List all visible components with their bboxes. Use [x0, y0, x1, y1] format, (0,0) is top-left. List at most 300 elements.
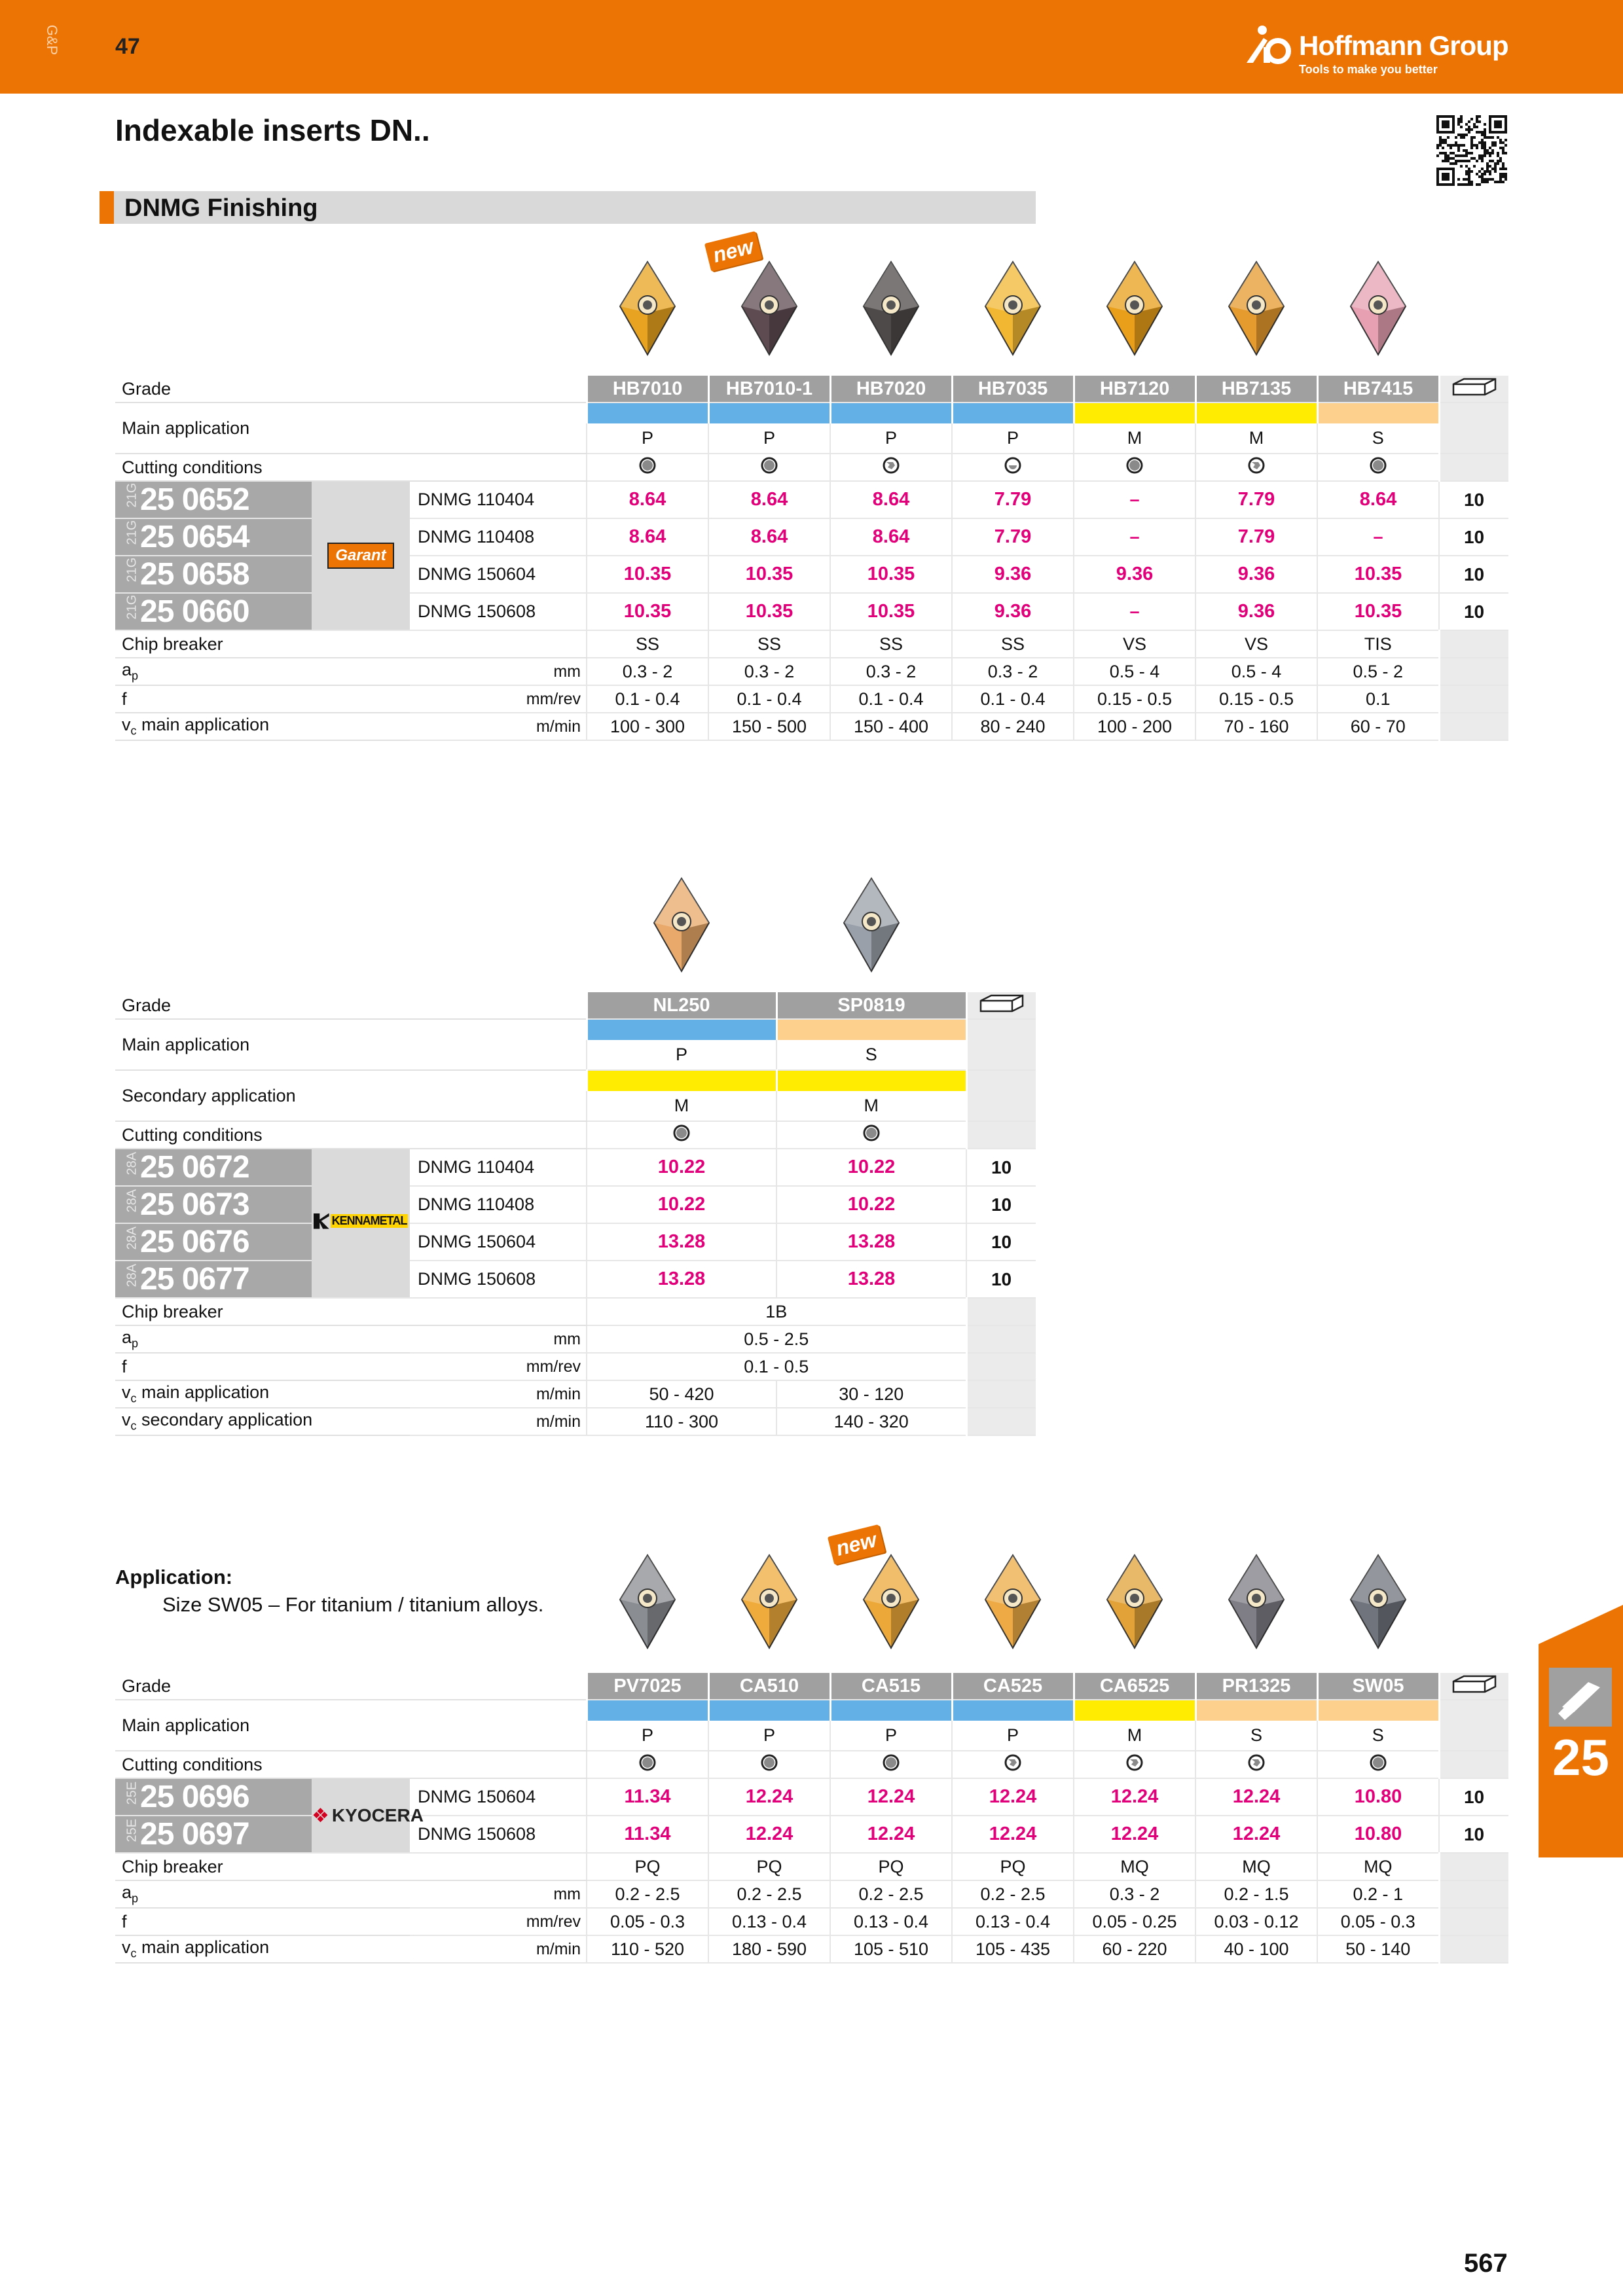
main-application-value: P: [587, 423, 708, 454]
f-value: 0.13 - 0.4: [830, 1908, 952, 1935]
application-color-stripe: [587, 403, 708, 423]
interrupted-cut-icon: [1004, 1753, 1022, 1772]
new-badge-2: new: [828, 1524, 885, 1565]
vc-unit: m/min: [410, 713, 587, 740]
new-badge: new: [704, 231, 762, 272]
insert-image-icon: [1347, 259, 1410, 357]
ap-value: 0.5 - 2: [1317, 658, 1439, 685]
price-cell[interactable]: 10.35: [708, 556, 830, 593]
package-blank: [1439, 1700, 1508, 1751]
article-number[interactable]: 25E25 0696: [115, 1778, 312, 1816]
chip-breaker-value: PQ: [587, 1853, 708, 1880]
grade-ca525: CA525: [952, 1673, 1074, 1700]
page-number: 567: [1464, 2249, 1508, 2278]
cutting-condition-cell: [1317, 1751, 1439, 1778]
package-quantity: 10: [966, 1223, 1036, 1261]
f-value: 0.1 - 0.4: [587, 685, 708, 713]
vc-unit: m/min: [410, 1408, 587, 1435]
main-application-row: [115, 403, 1508, 423]
f-value: 0.05 - 0.3: [587, 1908, 708, 1935]
package-blank: [966, 1070, 1036, 1121]
brand-tagline: Tools to make you better: [1299, 63, 1438, 76]
article-designation: DNMG 110404: [410, 481, 587, 518]
vc-unit: m/min: [410, 1380, 587, 1408]
f-value: 0.1 - 0.5: [587, 1353, 966, 1380]
cutting-condition-cell: [1074, 1751, 1195, 1778]
grade-ca6525: CA6525: [1074, 1673, 1195, 1700]
f-value: 0.15 - 0.5: [1195, 685, 1317, 713]
package-box-icon: [1451, 1674, 1498, 1695]
ap-unit: mm: [410, 1880, 587, 1908]
ap-value: 0.5 - 2.5: [587, 1325, 966, 1353]
price-cell[interactable]: 12.24: [708, 1778, 830, 1816]
cutting-condition-cell: [1074, 454, 1195, 481]
kyocera-logo: ❖ KYOCERA: [312, 1804, 424, 1827]
chip-breaker-value: PQ: [952, 1853, 1074, 1880]
package-quantity: 10: [1439, 1778, 1508, 1816]
secondary-application-label: Secondary application: [115, 1070, 587, 1121]
price-cell[interactable]: 10.35: [708, 593, 830, 630]
article-number[interactable]: 21G25 0660: [115, 593, 312, 630]
chip-breaker-value: MQ: [1195, 1853, 1317, 1880]
article-row: [115, 1223, 1036, 1261]
filled-cut-icon: [862, 1124, 881, 1142]
main-application-row: [115, 1700, 1508, 1721]
ap-value: 0.3 - 2: [708, 658, 830, 685]
chip-breaker-value: SS: [830, 630, 952, 658]
ap-value: 0.3 - 2: [1074, 1880, 1195, 1908]
grade-nl250: NL250: [587, 992, 776, 1019]
application-note: [115, 1566, 543, 1617]
price-cell[interactable]: 10.35: [1317, 556, 1439, 593]
grade-pv7025: PV7025: [587, 1673, 708, 1700]
price-cell[interactable]: 9.36: [1074, 556, 1195, 593]
secondary-application-value: M: [587, 1091, 776, 1121]
hoffmann-logo-icon: [1244, 25, 1296, 65]
package-blank: [1439, 454, 1508, 481]
price-cell[interactable]: 8.64: [830, 481, 952, 518]
package-quantity: 10: [966, 1149, 1036, 1186]
cutting-condition-cell: [830, 1751, 952, 1778]
grade-ca510: CA510: [708, 1673, 830, 1700]
grade-hb7035: HB7035: [952, 376, 1074, 403]
price-cell[interactable]: 7.79: [1195, 518, 1317, 556]
package-quantity: 10: [1439, 593, 1508, 630]
kennametal-logo: KENNAMETAL: [314, 1213, 409, 1229]
application-color-stripe: [587, 1019, 776, 1040]
vc-label: $v_c$ main application: [115, 713, 410, 740]
cutting-condition-cell: [952, 1751, 1074, 1778]
main-application-value: M: [1074, 1721, 1195, 1751]
price-cell[interactable]: 9.36: [952, 556, 1074, 593]
grade-label: Grade: [115, 992, 587, 1019]
ap-value: 0.2 - 2.5: [952, 1880, 1074, 1908]
vc-secondary-label: $v_c$ secondary application: [115, 1408, 410, 1435]
article-designation: DNMG 150608: [410, 1816, 587, 1853]
grade-hb7010-1: HB7010-1: [708, 376, 830, 403]
package-quantity: 10: [1439, 518, 1508, 556]
article-designation: DNMG 110408: [410, 1186, 587, 1223]
insert-image-icon: [616, 1552, 679, 1651]
ap-label: $a_p$: [115, 658, 410, 685]
main-application-value: P: [830, 423, 952, 454]
price-cell[interactable]: 7.79: [1195, 481, 1317, 518]
package-blank: [1439, 1908, 1508, 1935]
price-cell[interactable]: 13.28: [776, 1223, 966, 1261]
application-color-stripe: [1317, 403, 1439, 423]
vc-secondary-value: 110 - 300: [587, 1408, 776, 1435]
price-cell[interactable]: –: [1317, 518, 1439, 556]
ap-value: 0.5 - 4: [1195, 658, 1317, 685]
price-cell[interactable]: 10.35: [587, 593, 708, 630]
price-cell[interactable]: –: [1074, 593, 1195, 630]
ap-unit: mm: [410, 658, 587, 685]
price-cell[interactable]: 8.64: [587, 481, 708, 518]
vc-value: 50 - 140: [1317, 1935, 1439, 1963]
price-cell[interactable]: 9.36: [1195, 593, 1317, 630]
price-cell[interactable]: 10.22: [587, 1186, 776, 1223]
vc-value: 60 - 220: [1074, 1935, 1195, 1963]
package-blank: [966, 1121, 1036, 1149]
insert-image-icon: [1225, 259, 1288, 357]
f-label: f: [115, 1908, 410, 1935]
chip-breaker-label: Chip breaker: [115, 1298, 587, 1325]
cutting-condition-cell: [587, 454, 708, 481]
section-heading: [100, 191, 1036, 224]
price-cell[interactable]: 10.35: [587, 556, 708, 593]
f-value: 0.13 - 0.4: [952, 1908, 1074, 1935]
article-designation: DNMG 110404: [410, 1149, 587, 1186]
price-cell[interactable]: 8.64: [708, 518, 830, 556]
application-heading: Application:: [115, 1566, 233, 1588]
article-row: [115, 481, 1508, 518]
ap-value: 0.5 - 4: [1074, 658, 1195, 685]
price-cell[interactable]: 9.36: [952, 593, 1074, 630]
f-value: 0.05 - 0.25: [1074, 1908, 1195, 1935]
f-unit: mm/rev: [410, 1353, 587, 1380]
brand-logo: [1244, 25, 1519, 77]
insert-image-icon: [1103, 259, 1166, 357]
price-cell[interactable]: 8.64: [1317, 481, 1439, 518]
article-row: [115, 1261, 1036, 1298]
brand-cell: [312, 1778, 424, 1853]
f-value: 0.15 - 0.5: [1074, 685, 1195, 713]
brand-name: Hoffmann Group: [1299, 30, 1508, 61]
insert-image-icon: [860, 259, 922, 357]
main-application-value: P: [708, 1721, 830, 1751]
f-value: 0.1: [1317, 685, 1439, 713]
article-number[interactable]: 21G25 0658: [115, 556, 312, 593]
article-number[interactable]: 28A25 0677: [115, 1261, 312, 1298]
package-box-icon: [1451, 376, 1498, 397]
cutting-condition-cell: [708, 1751, 830, 1778]
package-blank: [966, 1325, 1036, 1353]
insert-image-icon: [860, 1552, 922, 1651]
application-color-stripe: [952, 1700, 1074, 1721]
cutting-condition-cell: [708, 454, 830, 481]
brand-cell: [312, 481, 410, 630]
interrupted-cut-icon: [1125, 1753, 1144, 1772]
grade-hb7020: HB7020: [830, 376, 952, 403]
cutting-condition-cell: [1195, 454, 1317, 481]
garant-insert-table: [115, 376, 1508, 741]
filled-cut-icon: [1125, 456, 1144, 475]
application-color-stripe: [776, 1019, 966, 1040]
grade-pr1325: PR1325: [1195, 1673, 1317, 1700]
filled-cut-icon: [672, 1124, 691, 1142]
package-quantity: 10: [1439, 556, 1508, 593]
price-cell[interactable]: 10.35: [830, 593, 952, 630]
article-number[interactable]: 21G25 0652: [115, 481, 312, 518]
section-title: DNMG Finishing: [124, 194, 318, 222]
f-label: f: [115, 1353, 410, 1380]
price-cell[interactable]: 13.28: [587, 1223, 776, 1261]
package-quantity: 10: [1439, 481, 1508, 518]
main-application-value: S: [776, 1040, 966, 1070]
main-application-label: Main application: [115, 1019, 587, 1070]
brand-cell: [312, 1149, 410, 1298]
f-label: f: [115, 685, 410, 713]
grade-hb7415: HB7415: [1317, 376, 1439, 403]
grade-hb7120: HB7120: [1074, 376, 1195, 403]
grade-hb7135: HB7135: [1195, 376, 1317, 403]
f-unit: mm/rev: [410, 685, 587, 713]
main-application-label: Main application: [115, 403, 587, 454]
price-cell[interactable]: 12.24: [830, 1816, 952, 1853]
chip-breaker-value: TIS: [1317, 630, 1439, 658]
ap-value: 0.3 - 2: [830, 658, 952, 685]
ap-label: $a_p$: [115, 1880, 410, 1908]
main-application-value: M: [1195, 423, 1317, 454]
application-color-stripe: [830, 403, 952, 423]
chip-breaker-value: MQ: [1317, 1853, 1439, 1880]
insert-image-icon: [981, 259, 1044, 357]
filled-cut-icon: [1369, 456, 1387, 475]
ap-value: 0.3 - 2: [587, 658, 708, 685]
price-cell[interactable]: 10.80: [1317, 1778, 1439, 1816]
f-value: 0.13 - 0.4: [708, 1908, 830, 1935]
cutting-condition-cell: [830, 454, 952, 481]
price-cell[interactable]: 12.24: [708, 1816, 830, 1853]
price-cell[interactable]: 10.80: [1317, 1816, 1439, 1853]
chip-breaker-value: VS: [1074, 630, 1195, 658]
price-cell[interactable]: 12.24: [1074, 1778, 1195, 1816]
insert-image-icon: [616, 259, 679, 357]
grade-sp0819: SP0819: [776, 992, 966, 1019]
article-designation: DNMG 150608: [410, 1261, 587, 1298]
vc-value: 100 - 200: [1074, 713, 1195, 740]
application-color-stripe: [587, 1700, 708, 1721]
article-number[interactable]: 25E25 0697: [115, 1816, 312, 1853]
insert-image-icon: [738, 1552, 801, 1651]
price-cell[interactable]: –: [1074, 518, 1195, 556]
secondary-application-value: M: [776, 1091, 966, 1121]
grade-label: Grade: [115, 1673, 587, 1700]
cutting-condition-cell: [776, 1121, 966, 1149]
article-number[interactable]: 21G25 0654: [115, 518, 312, 556]
price-cell[interactable]: 10.22: [776, 1149, 966, 1186]
kyocera-insert-table: [115, 1673, 1508, 1964]
page-title: Indexable inserts DN..: [115, 113, 430, 147]
page-header: [0, 0, 1623, 94]
vc-value: 180 - 590: [708, 1935, 830, 1963]
ap-value: 0.2 - 2.5: [587, 1880, 708, 1908]
main-application-value: M: [1074, 423, 1195, 454]
chip-breaker-value: PQ: [830, 1853, 952, 1880]
application-color-stripe: [1074, 403, 1195, 423]
price-cell[interactable]: 12.24: [1195, 1816, 1317, 1853]
package-blank: [966, 1380, 1036, 1408]
price-cell[interactable]: 12.24: [830, 1778, 952, 1816]
price-cell[interactable]: 10.22: [587, 1149, 776, 1186]
package-blank: [1439, 1853, 1508, 1880]
main-application-value: P: [952, 1721, 1074, 1751]
chip-breaker-value: SS: [708, 630, 830, 658]
price-cell[interactable]: 13.28: [776, 1261, 966, 1298]
chip-breaker-value: SS: [952, 630, 1074, 658]
article-number[interactable]: 28A25 0673: [115, 1186, 312, 1223]
main-application-value: P: [952, 423, 1074, 454]
ap-value: 0.2 - 1: [1317, 1880, 1439, 1908]
ap-value: 0.3 - 2: [952, 658, 1074, 685]
price-cell[interactable]: 7.79: [952, 481, 1074, 518]
grade-label: Grade: [115, 376, 587, 403]
application-color-stripe: [1195, 1700, 1317, 1721]
application-color-stripe: [587, 1070, 776, 1091]
filled-cut-icon: [760, 456, 778, 475]
price-cell[interactable]: 10.35: [830, 556, 952, 593]
package-blank: [966, 1353, 1036, 1380]
article-designation: DNMG 150608: [410, 593, 587, 630]
package-quantity: 10: [966, 1261, 1036, 1298]
cutting-condition-cell: [587, 1121, 776, 1149]
ap-label: $a_p$: [115, 1325, 410, 1353]
price-cell[interactable]: 7.79: [952, 518, 1074, 556]
ap-value: 0.2 - 2.5: [830, 1880, 952, 1908]
vc-value: 150 - 400: [830, 713, 952, 740]
section-accent: [100, 191, 114, 224]
interrupted-cut-icon: [1247, 456, 1266, 475]
cutting-condition-cell: [587, 1751, 708, 1778]
chip-breaker-label: Chip breaker: [115, 1853, 587, 1880]
f-value: 0.1 - 0.4: [952, 685, 1074, 713]
package-blank: [1439, 630, 1508, 658]
insert-chapter-icon: [1549, 1668, 1612, 1727]
vc-main-value: 50 - 420: [587, 1380, 776, 1408]
vc-value: 150 - 500: [708, 713, 830, 740]
price-cell[interactable]: 8.64: [587, 518, 708, 556]
application-color-stripe: [952, 403, 1074, 423]
section-code: G&P: [44, 24, 61, 56]
insert-image-icon: [981, 1552, 1044, 1651]
chip-breaker-value: VS: [1195, 630, 1317, 658]
price-cell[interactable]: 11.34: [587, 1816, 708, 1853]
package-blank: [966, 1298, 1036, 1325]
grade-ca515: CA515: [830, 1673, 952, 1700]
qr-code-icon: [1436, 115, 1507, 186]
package-blank: [1439, 1751, 1508, 1778]
insert-image-icon: [1225, 1552, 1288, 1651]
main-application-value: S: [1195, 1721, 1317, 1751]
main-application-value: P: [587, 1721, 708, 1751]
package-blank: [1439, 713, 1508, 740]
main-application-value: P: [587, 1040, 776, 1070]
f-value: 0.1 - 0.4: [708, 685, 830, 713]
chip-breaker-value: PQ: [708, 1853, 830, 1880]
article-designation: DNMG 150604: [410, 1223, 587, 1261]
price-cell[interactable]: 10.35: [1317, 593, 1439, 630]
ap-value: 0.2 - 2.5: [708, 1880, 830, 1908]
package-blank: [1439, 1935, 1508, 1963]
filled-cut-icon: [638, 456, 657, 475]
vc-value: 40 - 100: [1195, 1935, 1317, 1963]
vc-value: 70 - 160: [1195, 713, 1317, 740]
interrupted-cut-icon: [1247, 1753, 1266, 1772]
garant-logo: Garant: [327, 543, 393, 569]
cutting-condition-cell: [1195, 1751, 1317, 1778]
article-row: [115, 1186, 1036, 1223]
chapter-tab-number: 25: [1552, 1729, 1609, 1786]
cutting-conditions-label: Cutting conditions: [115, 454, 587, 481]
filled-cut-icon: [760, 1753, 778, 1772]
price-cell[interactable]: 12.24: [1074, 1816, 1195, 1853]
vc-value: 100 - 300: [587, 713, 708, 740]
filled-cut-icon: [882, 1753, 900, 1772]
price-cell[interactable]: 12.24: [1195, 1778, 1317, 1816]
price-cell[interactable]: –: [1074, 481, 1195, 518]
application-color-stripe: [1074, 1700, 1195, 1721]
insert-image-icon: [840, 876, 903, 974]
price-cell[interactable]: 12.24: [952, 1816, 1074, 1853]
f-value: 0.1 - 0.4: [830, 685, 952, 713]
f-unit: mm/rev: [410, 1908, 587, 1935]
article-number[interactable]: 28A25 0676: [115, 1223, 312, 1261]
application-color-stripe: [776, 1070, 966, 1091]
price-cell[interactable]: 11.34: [587, 1778, 708, 1816]
article-designation: DNMG 150604: [410, 556, 587, 593]
price-cell[interactable]: 8.64: [708, 481, 830, 518]
package-header: [1439, 376, 1508, 403]
cutting-condition-cell: [1317, 454, 1439, 481]
vc-value: 60 - 70: [1317, 713, 1439, 740]
application-color-stripe: [708, 1700, 830, 1721]
article-designation: DNMG 150604: [410, 1778, 587, 1816]
price-cell[interactable]: 9.36: [1195, 556, 1317, 593]
package-blank: [1439, 1880, 1508, 1908]
package-box-icon: [978, 993, 1025, 1014]
price-cell[interactable]: 13.28: [587, 1261, 776, 1298]
filled-cut-icon: [1369, 1753, 1387, 1772]
chapter-number: 47: [115, 34, 140, 59]
package-blank: [966, 1408, 1036, 1435]
insert-image-icon: [1347, 1552, 1410, 1651]
main-application-value: S: [1317, 423, 1439, 454]
interrupted-cut-icon: [882, 456, 900, 475]
article-designation: DNMG 110408: [410, 518, 587, 556]
price-cell[interactable]: 10.22: [776, 1186, 966, 1223]
filled-cut-icon: [638, 1753, 657, 1772]
main-application-label: Main application: [115, 1700, 587, 1751]
chip-breaker-label: Chip breaker: [115, 630, 587, 658]
price-cell[interactable]: 8.64: [830, 518, 952, 556]
main-application-value: S: [1317, 1721, 1439, 1751]
price-cell[interactable]: 12.24: [952, 1778, 1074, 1816]
package-blank: [1439, 685, 1508, 713]
application-text: Size SW05 – For titanium / titanium alloys.: [162, 1593, 544, 1616]
insert-image-icon: [1103, 1552, 1166, 1651]
grade-row: [115, 1673, 1508, 1700]
article-number[interactable]: 28A25 0672: [115, 1149, 312, 1186]
